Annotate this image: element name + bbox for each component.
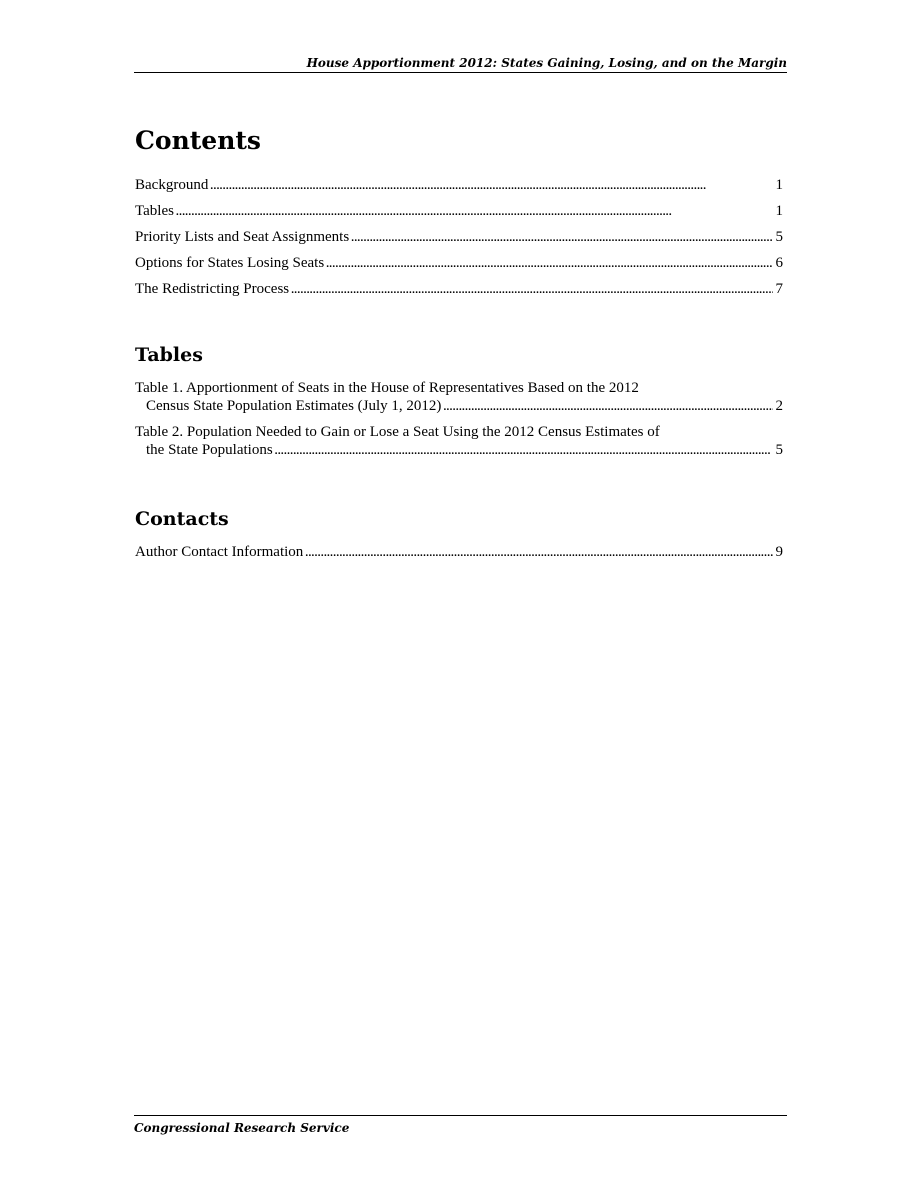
toc-entry-page: 9 — [773, 543, 784, 561]
toc-entry-title: Priority Lists and Seat Assignments — [135, 229, 350, 245]
toc-entry-page: 7 — [773, 280, 784, 298]
toc-entry-title: Tables — [135, 203, 174, 219]
toc-entry-priority-lists[interactable] — [135, 228, 783, 246]
toc-entry-table-1[interactable] — [135, 379, 783, 415]
toc-entry-page: 1 — [773, 176, 784, 194]
toc-entry-options-states-losing[interactable] — [135, 254, 783, 272]
toc-entry-title-line1: Table 2. Population Needed to Gain or Lose a Seat Using the 2012 Census Estimates of — [135, 424, 660, 440]
contents-list — [135, 176, 783, 306]
toc-entry-background[interactable] — [135, 176, 783, 194]
running-header: House Apportionment 2012: States Gaining, Losing, and on the Margin — [134, 56, 787, 73]
toc-entry-page: 5 — [773, 441, 784, 459]
toc-entry-author-contact[interactable] — [135, 543, 783, 561]
toc-entry-page: 5 — [773, 228, 784, 246]
toc-entry-redistricting[interactable] — [135, 280, 783, 298]
toc-entry-title: Options for States Losing Seats — [135, 255, 325, 271]
contacts-list — [135, 543, 783, 569]
toc-entry-title-line2: Census State Population Estimates (July 1, 2012) — [146, 398, 442, 414]
toc-entry-page: 6 — [773, 254, 784, 272]
toc-entry-title-line1: Table 1. Apportionment of Seats in the House of Representatives Based on the 2012 — [135, 380, 639, 396]
toc-entry-title: The Redistricting Process — [135, 281, 290, 297]
page-footer: Congressional Research Service — [134, 1115, 787, 1136]
tables-list — [135, 379, 783, 467]
tables-heading: Tables — [135, 344, 203, 366]
toc-entry-page: 1 — [773, 202, 784, 220]
contacts-heading: Contacts — [135, 508, 229, 530]
toc-entry-title-line2: the State Populations — [146, 442, 273, 458]
toc-entry-table-2[interactable] — [135, 423, 783, 459]
toc-entry-page: 2 — [773, 397, 784, 415]
contents-heading: Contents — [135, 126, 262, 155]
toc-entry-title: Background — [135, 177, 209, 193]
toc-entry-title: Author Contact Information — [135, 544, 304, 560]
toc-entry-tables[interactable] — [135, 202, 783, 220]
